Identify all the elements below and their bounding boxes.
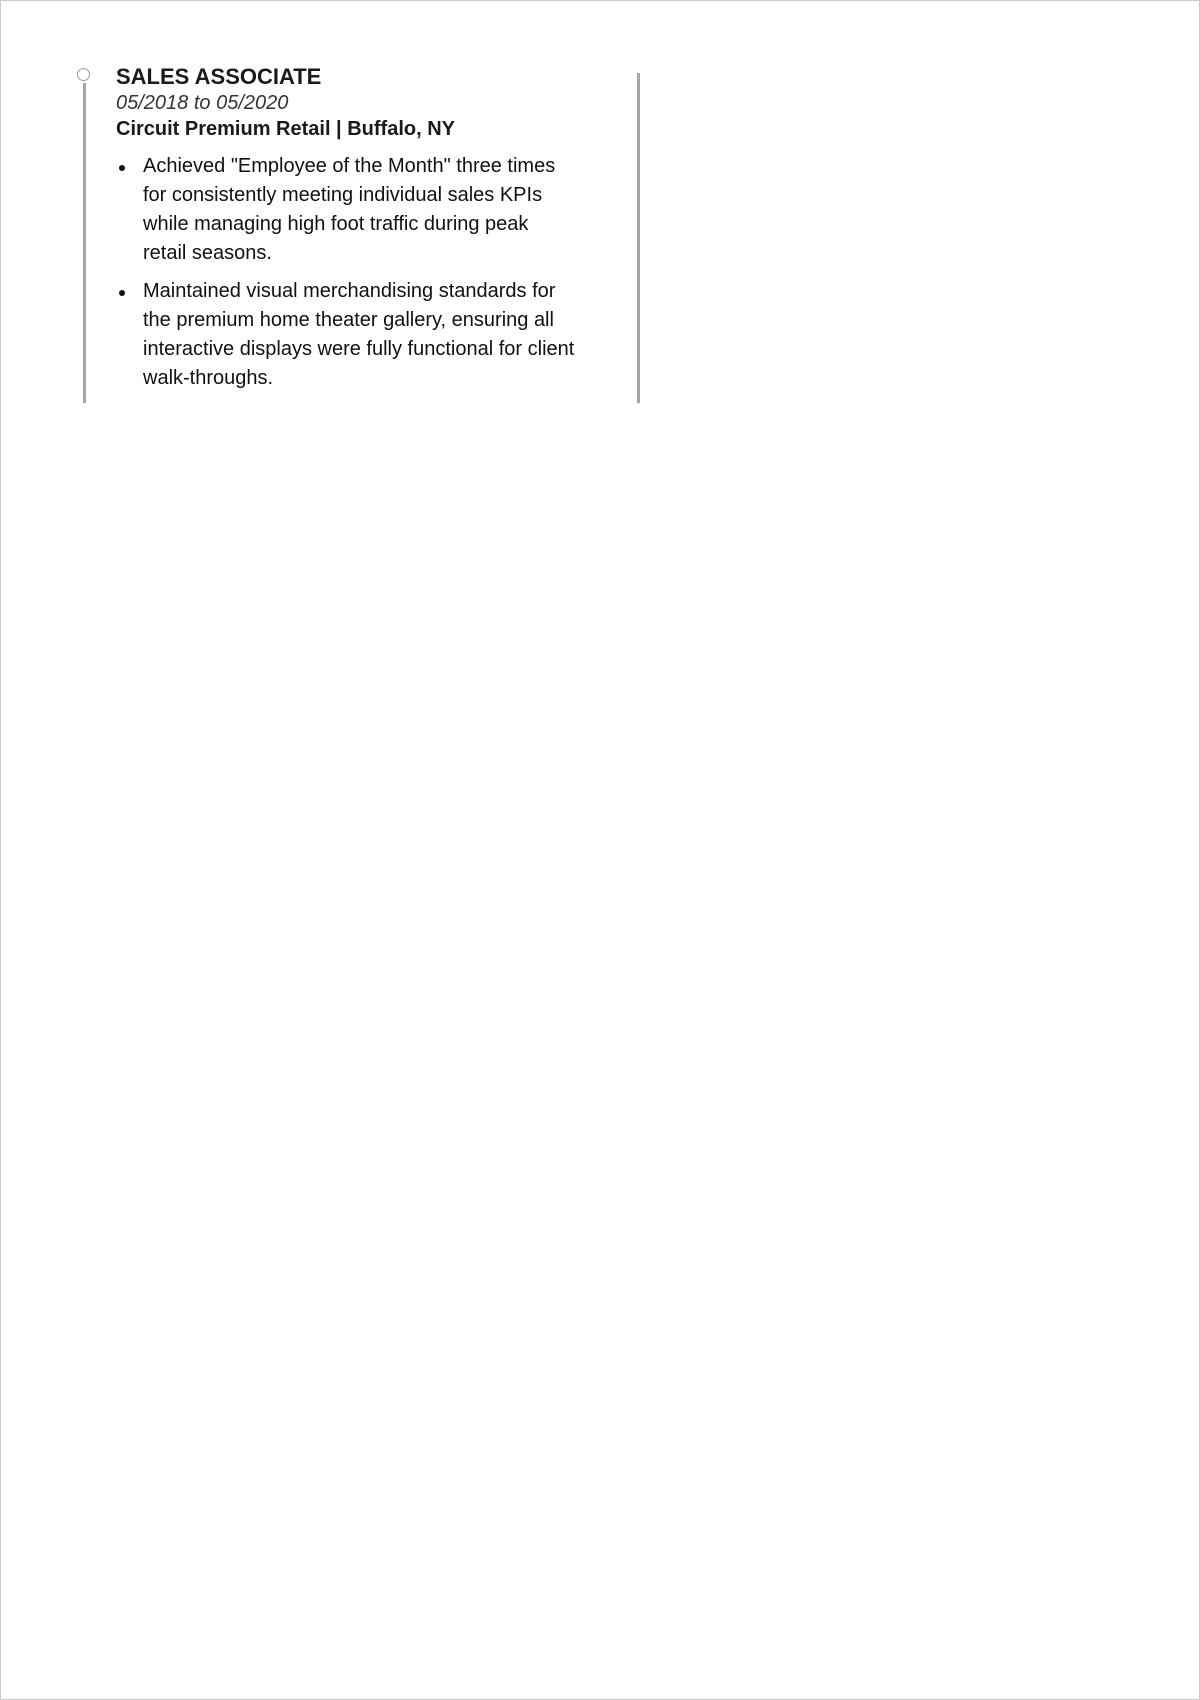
list-item bbox=[116, 277, 576, 393]
list-item bbox=[116, 152, 576, 268]
bullet-text: Maintained visual merchandising standards for the premium home theater gallery, ensuring all interactive displays were fully functional for client walk-throughs. bbox=[143, 280, 575, 389]
bullet-icon bbox=[119, 290, 125, 296]
timeline-dot-icon bbox=[77, 68, 90, 81]
bullet-icon bbox=[119, 165, 125, 171]
timeline-line bbox=[83, 83, 86, 403]
job-employer: Circuit Premium Retail | Buffalo, NY bbox=[116, 118, 455, 140]
responsibility-list bbox=[116, 152, 576, 393]
experience-entry bbox=[116, 63, 576, 402]
column-divider bbox=[637, 73, 640, 403]
job-title: SALES ASSOCIATE bbox=[116, 64, 322, 89]
job-dates: 05/2018 to 05/2020 bbox=[116, 92, 289, 114]
bullet-text: Achieved "Employee of the Month" three times for consistently meeting individual sales KPIs while managing high foot traffic during peak retail seasons. bbox=[143, 155, 556, 264]
